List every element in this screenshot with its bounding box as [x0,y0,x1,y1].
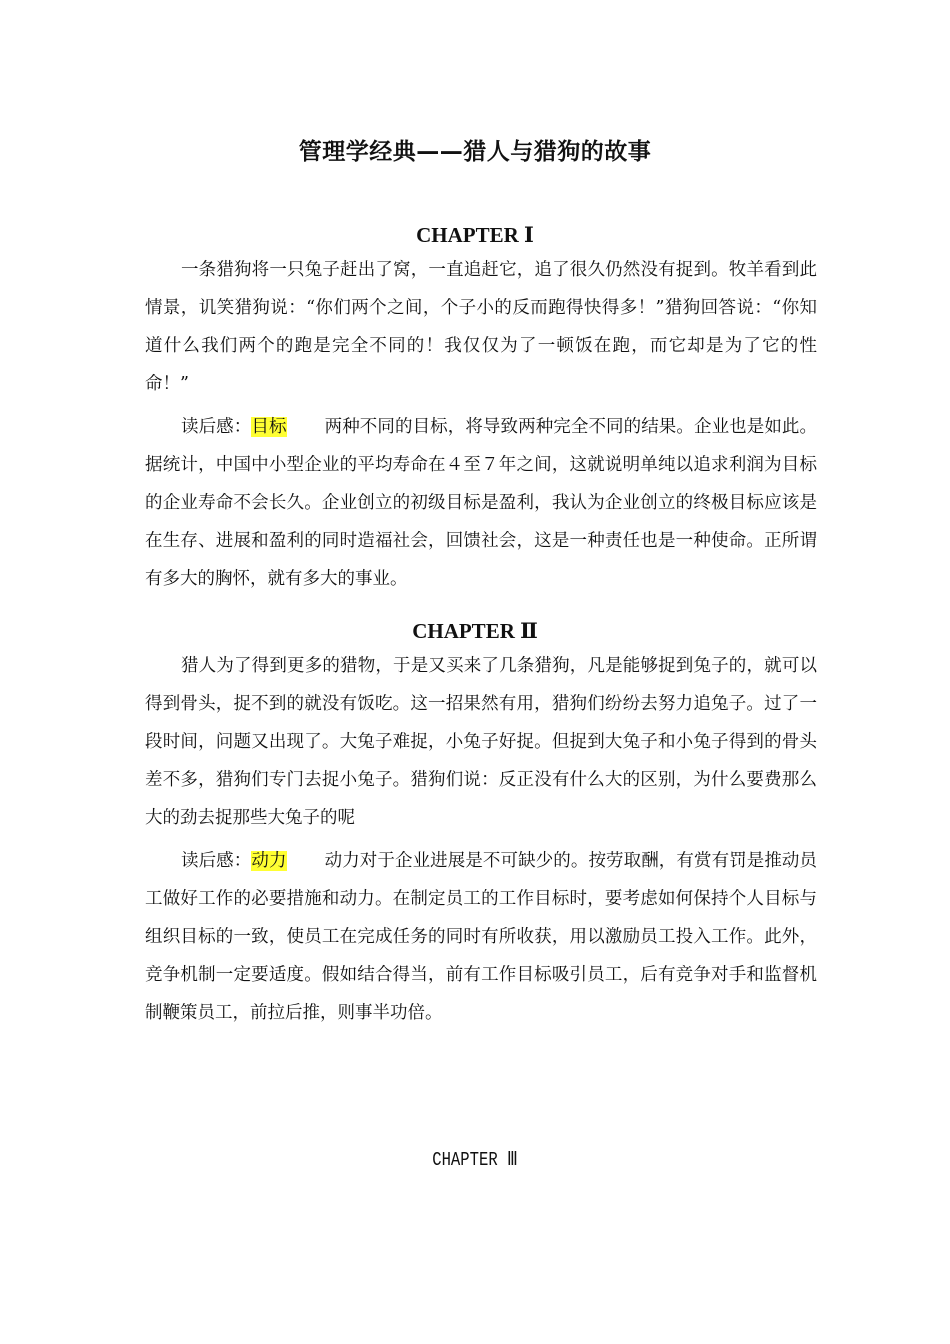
review-label: 读后感： [181,851,252,871]
chapter-1-review [145,408,817,598]
review-keyword-highlight: 目标 [251,417,287,437]
chapter-2-story: 猎人为了得到更多的猎物，于是又买来了几条猎狗，凡是能够捉到兔子的，就可以得到骨头，捉不到的就没有饭吃。这一招果然有用，猎狗们纷纷去努力追兔子。过了一段时间，问题又出现了。大兔子难捉，小兔子好捉。但捉到大兔子和小兔子得到的骨头差不多，猎狗们专门去捉小兔子。猎狗们说：反正没有什么大的区别，为什么要费那么大的劲去捉那些大兔子的呢 [145,656,817,828]
review-label: 读后感： [181,417,252,437]
review-text: 两种不同的目标，将导致两种完全不同的结果。企业也是如此。据统计，中国中小型企业的平均寿命在４至７年之间，这就说明单纯以追求利润为目标的企业寿命不会长久。企业创立的初级目标是盈利，我认为企业创立的终极目标应该是在生存、进展和盈利的同时造福社会，回馈社会，这是一种责任也是一种使命。正所谓有多大的胸怀，就有多大的事业。 [145,417,818,589]
chapter-1-heading: CHAPTER Ⅰ [416,223,534,247]
chapter-2-heading: CHAPTER Ⅱ [412,619,538,643]
chapter-3-heading: CHAPTER Ⅲ [432,1149,518,1171]
chapter-2-review [145,842,817,1032]
review-keyword-highlight: 动力 [251,851,287,871]
document-title: 管理学经典——猎人与猎狗的故事 [298,139,652,165]
review-text: 动力对于企业进展是不可缺少的。按劳取酬，有赏有罚是推动员工做好工作的必要措施和动力。在制定员工的工作目标时，要考虑如何保持个人目标与组织目标的一致，使员工在完成任务的同时有所收获，用以激励员工投入工作。此外，竞争机制一定要适度。假如结合得当，前有工作目标吸引员工，后有竞争对手和监督机制鞭策员工，前拉后推，则事半功倍。 [145,851,818,1023]
chapter-1-story: 一条猎狗将一只兔子赶出了窝，一直追赶它，追了很久仍然没有捉到。牧羊看到此情景，讥笑猎狗说：“你们两个之间，个子小的反而跑得快得多！”猎狗回答说：“你知道什么我们两个的跑是完全不同的！我仅仅为了一顿饭在跑，而它却是为了它的性命！” [145,260,817,394]
